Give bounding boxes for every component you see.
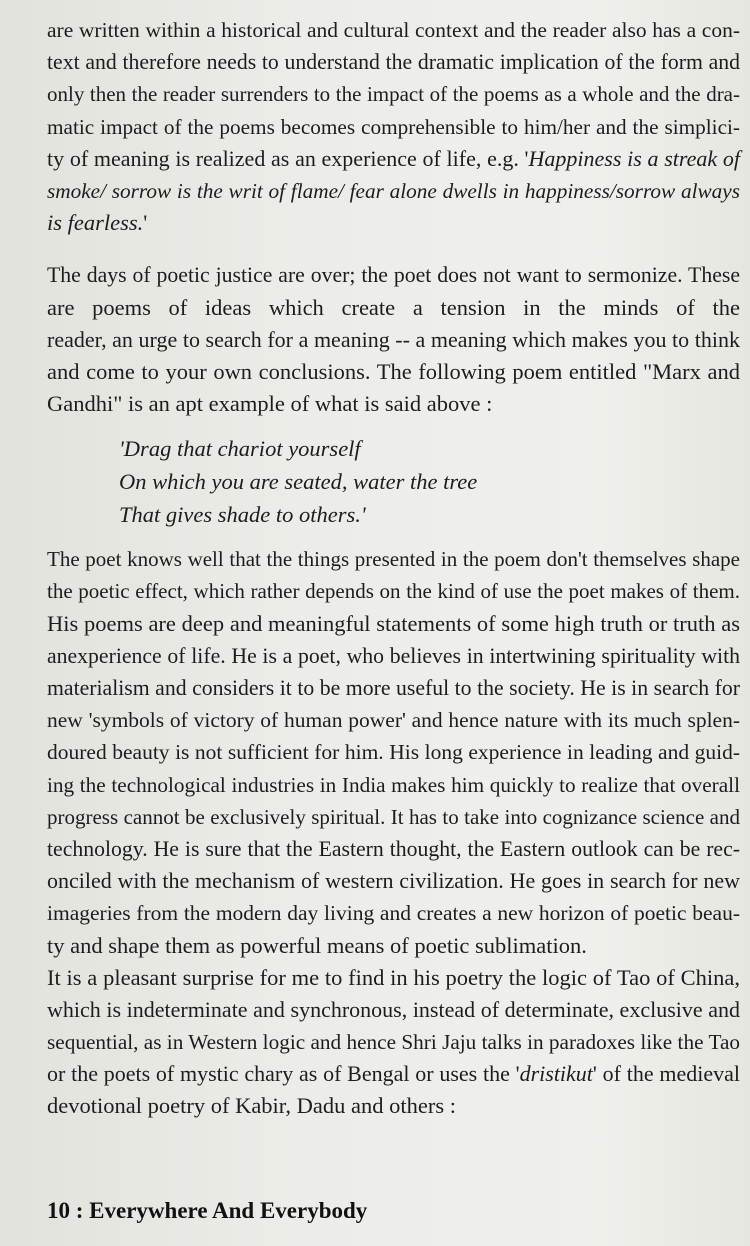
text-line: It is a pleasant surprise for me to find in his poetry the logic of Tao of China, — [47, 964, 740, 990]
text-line: reader, an urge to search for a meaning -- a meaning which makes you to think — [47, 326, 740, 352]
text-line: doured beauty is not sufficient for him. His long experience in leading and guid- — [47, 740, 740, 765]
text-line — [47, 207, 740, 239]
text-line: anexperience of life. He is a poet, who believes in intertwining spirituality with — [47, 643, 740, 668]
text-line: which is indeterminate and synchronous, instead of determinate, exclusive and — [47, 996, 740, 1022]
text-run: ' — [143, 210, 148, 236]
page-footer: 10 : Everywhere And Everybody — [47, 1198, 368, 1223]
text-line: matic impact of the poems becomes comprehensible to him/her and the simplici- — [47, 114, 740, 139]
verse-line: On which you are seated, water the tree — [119, 469, 478, 495]
text-line: and come to your own conclusions. The following poem entitled "Marx and — [47, 358, 740, 384]
poem-excerpt — [119, 432, 740, 531]
verse-line: That gives shade to others.' — [119, 502, 366, 528]
text-line: His poems are deep and meaningful statements of some high truth or truth as — [47, 610, 740, 636]
text-run: or the poets of mystic chary as of Bengal or uses the ' — [47, 1061, 520, 1087]
text-line: ty and shape them as powerful means of poetic sublimation. — [47, 932, 587, 958]
italic-quote: is fearless. — [47, 210, 144, 236]
text-line: progress cannot be exclusively spiritual. It has to take into cognizance science and — [47, 804, 740, 829]
paragraph-3 — [47, 543, 740, 961]
text-line: the poetic effect, which rather depends on the kind of use the poet makes of them. — [47, 579, 740, 604]
text-line: ing the technological industries in India makes him quickly to realize that overall — [47, 772, 740, 797]
text-line: materialism and considers it to be more useful to the society. He is in search for — [47, 676, 740, 700]
text-line: are poems of ideas which create a tension in the minds of the — [47, 294, 740, 320]
italic-quote: Happiness is a streak of — [528, 145, 740, 171]
text-line: onciled with the mechanism of western civilization. He goes in search for new — [47, 868, 740, 894]
text-line: The days of poetic justice are over; the poet does not want to sermonize. These — [47, 263, 740, 288]
text-line: technology. He is sure that the Eastern thought, the Eastern outlook can be rec- — [47, 836, 740, 861]
text-line: imageries from the modern day living and creates a new horizon of poetic beau- — [47, 901, 740, 926]
text-line — [47, 1058, 740, 1090]
italic-term: dristikut — [519, 1061, 593, 1087]
paragraph-2 — [47, 259, 740, 420]
text-line: are written within a historical and cultural context and the reader also has a con- — [47, 18, 740, 42]
text-line: only then the reader surrenders to the impact of the poems as a whole and the dra- — [47, 82, 740, 107]
text-line: sequential, as in Western logic and hence Shri Jaju talks in paradoxes like the Tao — [47, 1030, 740, 1055]
paragraph-1 — [47, 14, 740, 239]
text-run: ty of meaning is realized as an experience of life, e.g. ' — [47, 145, 529, 171]
text-line: Gandhi" is an apt example of what is said above : — [47, 391, 493, 417]
text-line: devotional poetry of Kabir, Dadu and others : — [47, 1093, 456, 1119]
text-run: ' of the medieval — [592, 1061, 740, 1087]
verse-line: 'Drag that chariot yourself — [119, 436, 361, 462]
text-line — [47, 143, 740, 175]
text-line: The poet knows well that the things presented in the poem don't themselves shape — [47, 547, 740, 572]
paragraph-4 — [47, 962, 740, 1123]
page-body — [47, 14, 740, 1123]
italic-quote-line: smoke/ sorrow is the writ of flame/ fear alone dwells in happiness/sorrow always — [47, 178, 740, 203]
text-line: text and therefore needs to understand the dramatic implication of the form and — [47, 50, 740, 75]
text-line: new 'symbols of victory of human power' and hence nature with its much splen- — [47, 708, 740, 733]
